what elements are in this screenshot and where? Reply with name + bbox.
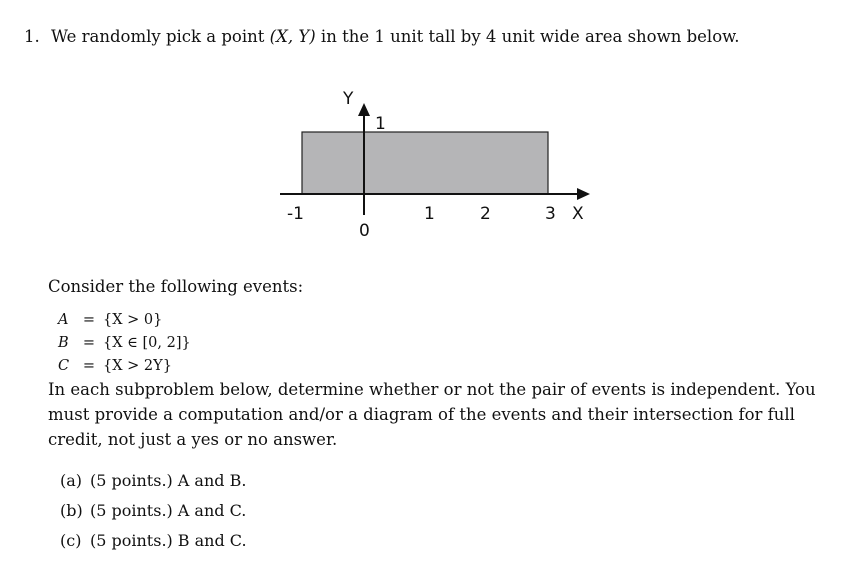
y-axis-label: Y bbox=[343, 89, 354, 109]
x-tick-label-2: 2 bbox=[480, 204, 491, 224]
event-row-b bbox=[58, 332, 191, 355]
subproblem-pair: B and C. bbox=[177, 531, 247, 550]
subproblem-pair: A and C. bbox=[177, 501, 247, 520]
event-definition: {X > 0} bbox=[103, 312, 163, 328]
event-equals: = bbox=[82, 312, 96, 328]
subproblem-label: (b) bbox=[60, 501, 83, 520]
event-equals: = bbox=[82, 358, 96, 374]
subproblem-points: (5 points.) bbox=[90, 501, 173, 520]
problem-text-math: (X, Y) bbox=[269, 27, 316, 46]
event-equals: = bbox=[82, 335, 96, 351]
problem-text-after: in the 1 unit tall by 4 unit wide area shown below. bbox=[320, 27, 740, 46]
subproblem-a bbox=[60, 466, 247, 496]
event-name: C bbox=[58, 358, 70, 374]
event-definition: {X > 2Y} bbox=[103, 358, 172, 374]
y-tick-label-1: 1 bbox=[375, 114, 386, 134]
event-name: B bbox=[58, 335, 69, 351]
x-axis-arrowhead bbox=[577, 188, 590, 200]
x-axis-label: X bbox=[572, 204, 584, 224]
event-name: A bbox=[58, 312, 69, 328]
subproblem-label: (a) bbox=[60, 471, 83, 490]
event-definition: {X ∈ [0, 2]} bbox=[103, 335, 191, 351]
x-tick-label-neg1: -1 bbox=[287, 204, 304, 224]
x-tick-label-0: 0 bbox=[359, 221, 370, 241]
subproblem-label: (c) bbox=[60, 531, 82, 550]
event-row-c bbox=[58, 355, 191, 378]
events-intro: Consider the following events: bbox=[48, 277, 304, 296]
event-row-a bbox=[58, 309, 191, 332]
subproblem-points: (5 points.) bbox=[90, 471, 173, 490]
subproblem-c bbox=[60, 526, 247, 556]
problem-text-before: We randomly pick a point bbox=[51, 27, 265, 46]
problem-number: 1. bbox=[24, 27, 40, 46]
sample-region-rectangle bbox=[302, 132, 548, 194]
x-tick-label-1: 1 bbox=[424, 204, 435, 224]
event-definitions bbox=[58, 309, 191, 378]
subproblem-list bbox=[60, 466, 247, 556]
subproblem-b bbox=[60, 496, 247, 526]
y-axis-arrowhead bbox=[358, 103, 370, 116]
subproblem-points: (5 points.) bbox=[90, 531, 173, 550]
subproblem-pair: A and B. bbox=[177, 471, 247, 490]
x-tick-label-3: 3 bbox=[545, 204, 556, 224]
instruction-paragraph: In each subproblem below, determine whether or not the pair of events is independent. You must provide a computation and/or a diagram of the events and their intersection for full credit, not just a yes or no answer. bbox=[48, 380, 816, 449]
